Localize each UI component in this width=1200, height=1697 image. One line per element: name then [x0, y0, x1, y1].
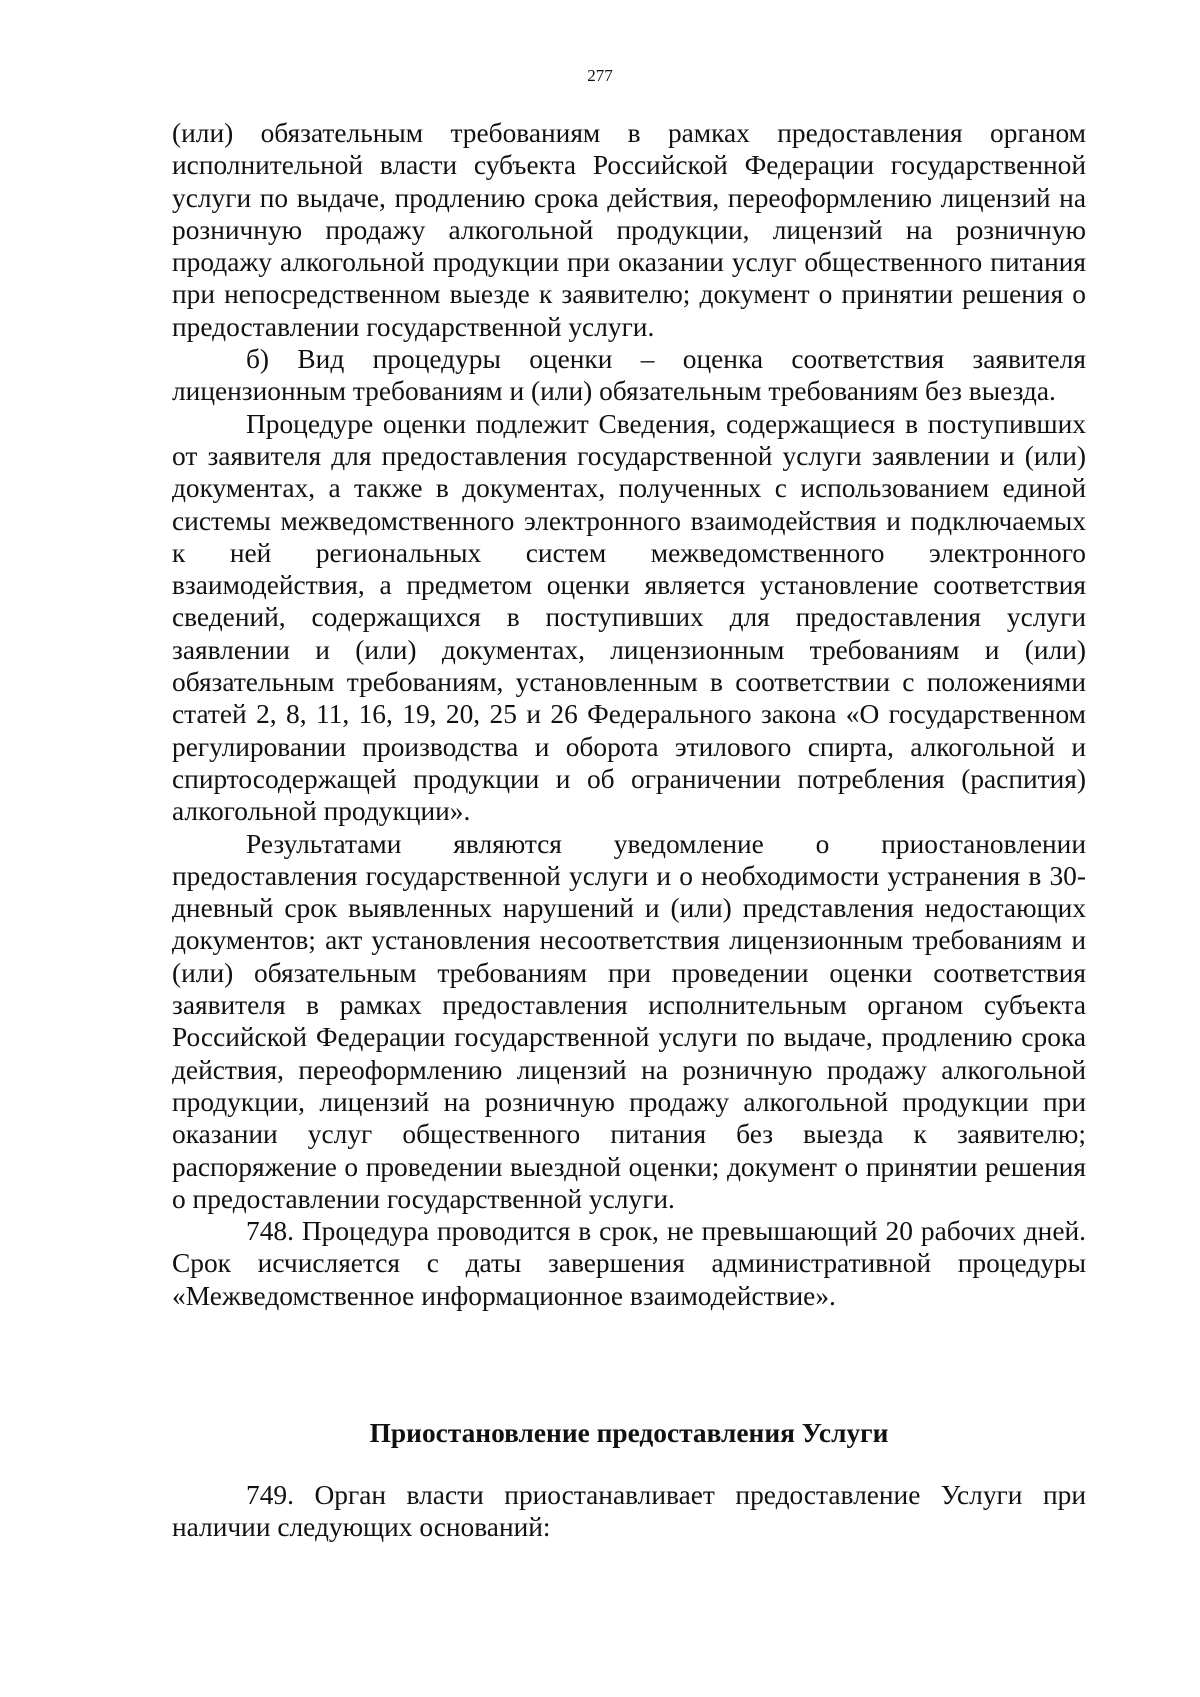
paragraph-results: Результатами являются уведомление о приостановлении предоставления государственной услуги и о необходимости устранения в 30-дневный срок выявленных нарушений и (или) представления недостающих документов; акт установления несоответствия лицензионным требованиям и (или) обязательным требованиям при проведении оценки соответствия заявителя в рамках предоставления исполнительным органом субъекта Российской Федерации государственной услуги по выдаче, продлению срока действия, переоформлению лицензий на розничную продажу алкогольной продукции, лицензий на розничную продажу алкогольной продукции при оказании услуг общественного питания без выезда к заявителю; распоряжение о проведении выездной оценки; документ о принятии решения о предоставлении государственной услуги. [172, 828, 1086, 1214]
body-text [172, 117, 1086, 1312]
paragraph-procedure-type: б) Вид процедуры оценки – оценка соответствия заявителя лицензионным требованиям и (или) обязательным требованиям без выезда. [172, 344, 1086, 407]
paragraph-748: 748. Процедура проводится в срок, не превышающий 20 рабочих дней. Срок исчисляется с даты завершения административной процедуры «Межведомственное информационное взаимодействие». [172, 1216, 1086, 1311]
paragraph-assessment-subject: Процедуре оценки подлежит Сведения, содержащиеся в поступивших от заявителя для предоставления государственной услуги заявлении и (или) документах, а также в документах, полученных с использованием единой системы межведомственного электронного взаимодействия и подключаемых к ней региональных систем межведомственного электронного взаимодействия, а предметом оценки является установление соответствия сведений, содержащихся в поступивших для предоставления услуги заявлении и (или) документах, лицензионным требованиям и (или) обязательным требованиям, установленным в соответствии с положениями статей 2, 8, 11, 16, 19, 20, 25 и 26 Федерального закона «О государственном регулировании производства и оборота этилового спирта, алкогольной и спиртосодержащей продукции и об ограничении потребления (распития) алкогольной продукции». [172, 408, 1086, 827]
paragraph-749: 749. Орган власти приостанавливает предоставление Услуги при наличии следующих оснований: [172, 1480, 1086, 1543]
paragraph-continuation: (или) обязательным требованиям в рамках предоставления органом исполнительной власти субъекта Российской Федерации государственной услуги по выдаче, продлению срока действия, переоформлению лицензий на розничную продажу алкогольной продукции, лицензий на розничную продажу алкогольной продукции при оказании услуг общественного питания при непосредственном выезде к заявителю; документ о принятии решения о предоставлении государственной услуги. [172, 118, 1086, 342]
section-heading: Приостановление предоставления Услуги [369, 1418, 889, 1448]
page-number: 277 [587, 66, 613, 85]
final-text [172, 1479, 1086, 1544]
